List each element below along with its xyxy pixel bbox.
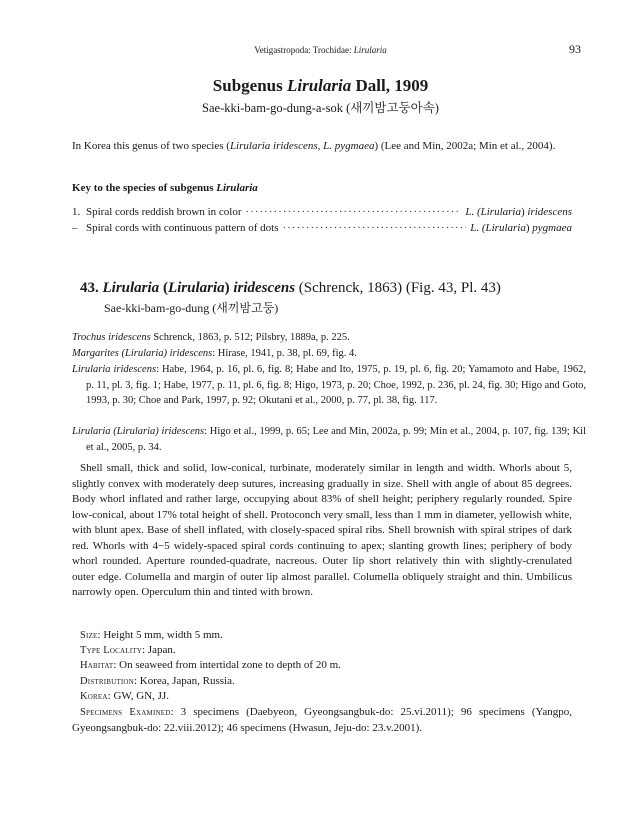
description-paragraph: Shell small, thick and solid, low-conical, turbinate, moderately similar in length and width. Whorls about 5, slightly convex with moderately deep sutures, increasing gradually in size. Shell with angle of about 85 degrees. Body whorl inflated and rather large, occupying about 83% of shell height; periphery regularly rounded. Spire low-conical, about 17% total height of shell. Protoconch very small, less than 1 mm in diameter, yellowish white, with blunt apex. Base of shell inflated, with closely-spaced spiral ribs. Shell brownish with spiral stripes of dark red. Whorls with 4−5 widely-spaced spiral cords continuing to apex; slanting growth lines; periphery of body whorl rounded. Aperture rounded-quadrate, nacreous. Outer lip short relatively thin with slightly-crenulated outer edge. Columella and margin of outer lip almost parallel. Columella obliquely straight and thin. Umbilicus narrowly open. Operculum thin and tinted with brown. xyxy=(72,462,572,598)
leader-dots xyxy=(282,222,466,234)
field-type-locality: Type Locality: Japan. xyxy=(80,644,176,656)
page-number: 93 xyxy=(569,42,581,56)
intro-paragraph: In Korea this genus of two species (Lirularia iridescens, L. pygmaea) (Lee and Min, 2002a; Min et al., 2004). xyxy=(72,140,556,152)
species-title: 43. Lirularia (Lirularia) iridescens (Schrenck, 1863) (Fig. 43, Pl. 43) xyxy=(80,280,501,296)
synonym-entry: Margarites (Lirularia) iridescens: Hirase, 1941, p. 38, pl. 69, fig. 4. xyxy=(72,348,357,359)
field-korea: Korea: GW, GN, JJ. xyxy=(80,690,169,702)
synonym-entry: Trochus iridescens Schrenck, 1863, p. 512; Pilsbry, 1889a, p. 225. xyxy=(72,332,350,343)
species-korean-name: Sae-kki-bam-go-dung (새끼밤고둥) xyxy=(104,301,279,315)
section-title: Subgenus Lirularia Dall, 1909 xyxy=(212,76,429,95)
key-title: Key to the species of subgenus Lirularia xyxy=(72,182,258,194)
field-size: Size: Height 5 mm, width 5 mm. xyxy=(80,629,223,641)
synonym-entry: Lirularia (Lirularia) iridescens: Higo et al., 1999, p. 65; Lee and Min, 2002a, p. 99; Min et al., 2004, p. 107, fig. 139; Kil et al., 2005, p. 34. xyxy=(72,426,586,453)
field-habitat: Habitat: On seaweed from intertidal zone to depth of 20 m. xyxy=(80,659,341,671)
specimens-examined: Specimens Examined: 3 specimens (Daebyeon, Gyeongsangbuk-do: 25.vi.2011); 96 specimens (Yangpo, Gyeongsangbuk-do: 22.viii.2012); 46 specimens (Hwasun, Jeju-do: 23.v.2001). xyxy=(72,706,572,734)
running-head: Vetigastropoda: Trochidae: Lirularia xyxy=(254,45,387,55)
synonym-entry: Lirularia iridescens: Habe, 1964, p. 16, pl. 6, fig. 8; Habe and Ito, 1975, p. 19, pl. 6, fig. 20; Yamamoto and Habe, 1962, p. 11, pl. 3, fig. 1; Habe, 1977, p. 11, pl. 6, fig. 8; Higo, 1973, p. 20; Choe, 1992, p. 236, pl. 24, fig. 30; Higo and Goto, 1993, p. 30; Choe and Park, 1997, p. 92; Okutani et al., 2000, p. 77, pl. 38, fig. 117. xyxy=(72,364,587,406)
leader-dots xyxy=(246,206,462,218)
section-korean-name: Sae-kki-bam-go-dung-a-sok (새끼밤고둥아속) xyxy=(202,101,439,115)
key-row: 1. Spiral cords reddish brown in color ····· L. (Lirularia) iridescens xyxy=(72,206,572,218)
field-distribution: Distribution: Korea, Japan, Russia. xyxy=(80,675,235,687)
key-row: – Spiral cords with continuous pattern of dots ····· L. (Lirularia) pygmaea xyxy=(72,222,572,234)
